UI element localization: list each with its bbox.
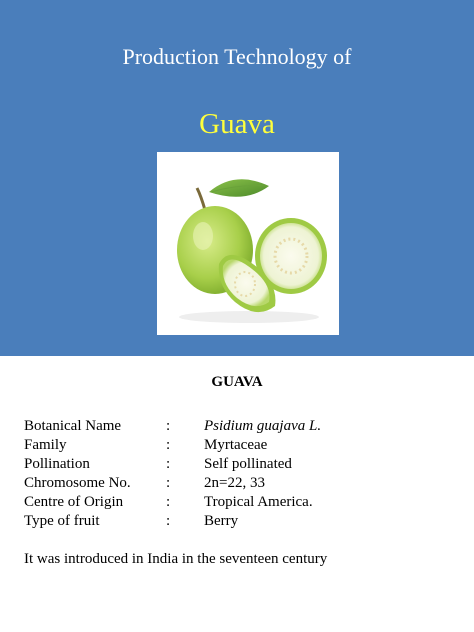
row-value: Tropical America.	[204, 494, 313, 510]
guava-image	[157, 152, 339, 335]
row-label: Centre of Origin	[24, 494, 124, 510]
guava-fruit-icon	[157, 152, 339, 335]
info-row-chromosome-no	[24, 475, 444, 494]
row-value: Psidium guajava L.	[204, 418, 322, 434]
row-label: Chromosome No.	[24, 475, 131, 491]
row-label: Type of fruit	[24, 513, 100, 529]
row-colon: :	[166, 418, 171, 434]
content-section	[0, 356, 474, 632]
row-label: Pollination	[24, 456, 90, 472]
row-value: 2n=22, 33	[204, 475, 265, 491]
introduction-note: It was introduced in India in the seventeen century	[24, 551, 328, 567]
row-value: Myrtaceae	[204, 437, 268, 453]
section-heading: GUAVA	[211, 374, 263, 390]
info-row-pollination	[24, 456, 444, 475]
row-colon: :	[166, 513, 171, 529]
row-value: Berry	[204, 513, 239, 529]
row-colon: :	[166, 494, 171, 510]
info-row-type-of-fruit	[24, 513, 444, 532]
row-value: Self pollinated	[204, 456, 292, 472]
info-table	[24, 418, 444, 532]
slide-subtitle: Guava	[199, 108, 275, 140]
row-label: Botanical Name	[24, 418, 122, 434]
row-colon: :	[166, 456, 171, 472]
info-row-family	[24, 437, 444, 456]
slide-title: Production Technology of	[122, 44, 352, 69]
info-row-centre-of-origin	[24, 494, 444, 513]
row-colon: :	[166, 475, 171, 491]
row-colon: :	[166, 437, 171, 453]
row-label: Family	[24, 437, 67, 453]
info-row-botanical-name	[24, 418, 444, 437]
